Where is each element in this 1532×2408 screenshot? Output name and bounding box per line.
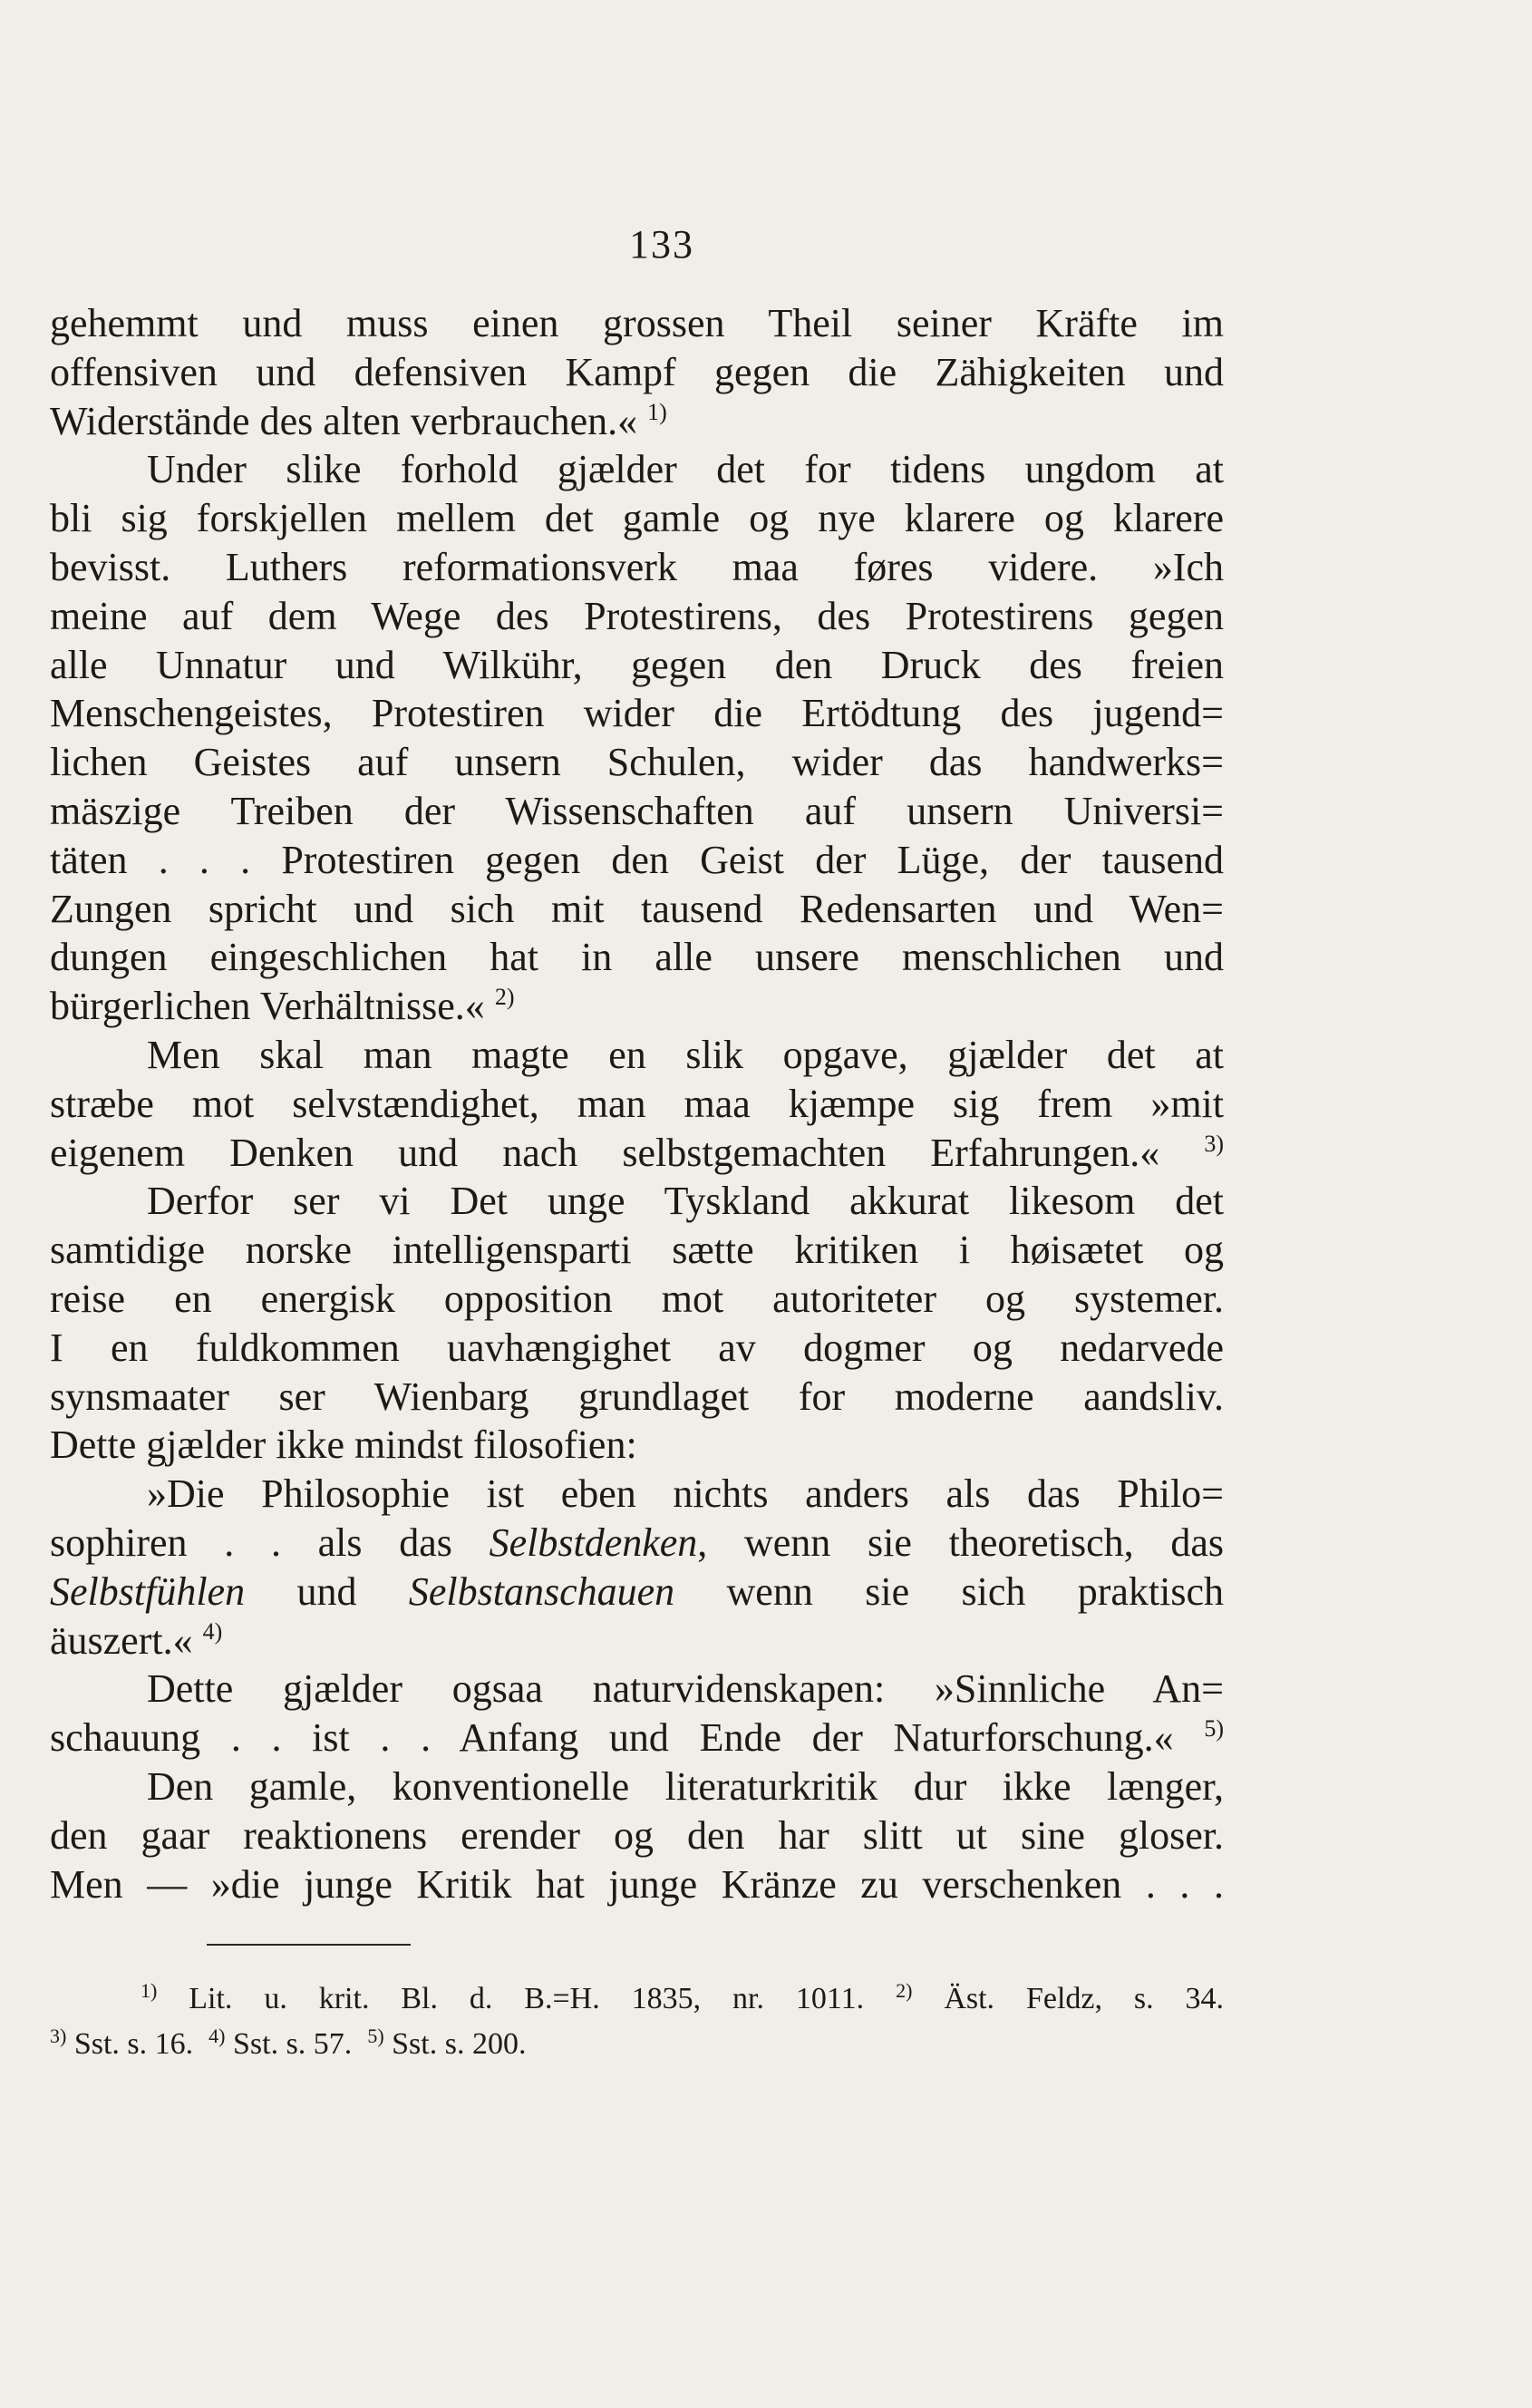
italic-phrase: Selbstdenken — [489, 1520, 698, 1565]
text-line: schauung . . ist . . Anfang und Ende der Naturforschung.« $^{5)}$ — [50, 1715, 1225, 1761]
footnote-ref: 1) — [647, 398, 667, 425]
footnote-ref: 5) — [1204, 1715, 1225, 1743]
italic-phrase: Selbstfühlen — [50, 1568, 246, 1614]
footnote-ref: 4) — [202, 1617, 223, 1645]
text-line: »Die Philosophie ist eben nichts anders als das Philo= — [147, 1471, 1224, 1517]
footnote-marker: 4) — [208, 2024, 226, 2047]
text-line: Widerstände des alten verbrauchen.« $^{1)}$ — [50, 398, 667, 443]
footnote-marker: 2) — [896, 1979, 913, 2002]
page-number: 133 — [629, 222, 694, 267]
text-line: Under slike forhold gjælder det for tidens ungdom at — [147, 447, 1224, 492]
italic-phrase: Selbstanschauen — [408, 1568, 675, 1614]
footnote-item: $^{2)}$ Äst. Feldz, s. 34. — [896, 1979, 1225, 2015]
footnote-ref: 2) — [494, 984, 515, 1011]
footnote-item: $^{4)}$ Sst. s. 57. — [208, 2024, 353, 2061]
footnote-line — [50, 1976, 1224, 2022]
text-line: Men skal man magte en slik opgave, gjælder det at — [147, 1032, 1224, 1077]
text-line: täten . . . Protestiren gegen den Geist der Lüge, der tausend — [50, 837, 1224, 882]
text-line: sophiren . . als das Selbstdenken, wenn sie theoretisch, das — [50, 1520, 1224, 1565]
text-line: eigenem Denken und nach selbstgemachten Erfahrungen.« $^{3)}$ — [50, 1130, 1224, 1175]
text-line: meine auf dem Wege des Protestirens, des Protestirens gegen — [50, 593, 1224, 638]
text-line: stræbe mot selvstændighet, man maa kjæmpe sig frem »mit — [50, 1081, 1224, 1126]
footnote-marker: 3) — [50, 2024, 67, 2047]
body-text — [50, 299, 1224, 1908]
text-line: Zungen spricht und sich mit tausend Redensarten und Wen= — [50, 886, 1224, 931]
text-line: den gaar reaktionens erender og den har slitt ut sine gloser. — [50, 1812, 1224, 1858]
text-line: samtidige norske intelligensparti sætte kritiken i høisætet og — [50, 1228, 1224, 1273]
text-line: Dette gjælder ikke mindst filosofien: — [50, 1422, 637, 1468]
text-line: bürgerlichen Verhältnisse.« $^{2)}$ — [50, 984, 515, 1029]
text-line: Derfor ser vi Det unge Tyskland akkurat likesom det — [147, 1179, 1224, 1224]
text-line: gehemmt und muss einen grossen Theil seiner Kräfte im — [50, 301, 1224, 345]
text-line: Men — »die junge Kritik hat junge Kränze zu verschenken . . . — [50, 1861, 1224, 1907]
text-line: bli sig forskjellen mellem det gamle og nye klarere og klarere — [50, 496, 1224, 541]
text-line: Menschengeistes, Protestiren wider die Ertödtung des jugend= — [50, 691, 1224, 736]
text-line: Selbstfühlen und Selbstanschauen wenn sie sich praktisch — [50, 1568, 1225, 1614]
footnote-marker: 1) — [141, 1979, 158, 2002]
text-line: I en fuldkommen uavhængighet av dogmer og nedarvede — [50, 1325, 1224, 1370]
footnote-item: $^{1)}$ Lit. u. krit. Bl. d. B.=H. 1835, nr. 1011. — [141, 1979, 865, 2015]
text-line: mäszige Treiben der Wissenschaften auf unsern Universi= — [50, 788, 1224, 833]
footnote-marker: 5) — [367, 2024, 384, 2047]
footnotes — [50, 1976, 1224, 2067]
text-line: Den gamle, konventionelle literaturkritik dur ikke længer, — [147, 1763, 1224, 1809]
text-line: dungen eingeschlichen hat in alle unsere menschlichen und — [50, 935, 1224, 980]
text-line: äuszert.« $^{4)}$ — [50, 1617, 223, 1663]
footnote-line — [50, 2022, 1224, 2067]
text-line: alle Unnatur und Wilkühr, gegen den Druck des freien — [50, 642, 1224, 687]
footnote-divider — [207, 1944, 411, 1946]
text-line: Dette gjælder ogsaa naturvidenskapen: »Sinnliche An= — [147, 1666, 1224, 1712]
footnote-ref: 3) — [1204, 1130, 1224, 1157]
text-line: lichen Geistes auf unsern Schulen, wider das handwerks= — [50, 740, 1224, 785]
text-line: bevisst. Luthers reformationsverk maa føres videre. »Ich — [50, 544, 1224, 589]
footnote-item: $^{5)}$ Sst. s. 200. — [367, 2024, 527, 2061]
text-line: synsmaater ser Wienbarg grundlaget for moderne aandsliv. — [50, 1374, 1224, 1419]
text-line: offensiven und defensiven Kampf gegen die Zähigkeiten und — [50, 349, 1224, 394]
text-line: reise en energisk opposition mot autoriteter og systemer. — [50, 1276, 1224, 1321]
footnote-item: $^{3)}$ Sst. s. 16. — [50, 2024, 194, 2061]
